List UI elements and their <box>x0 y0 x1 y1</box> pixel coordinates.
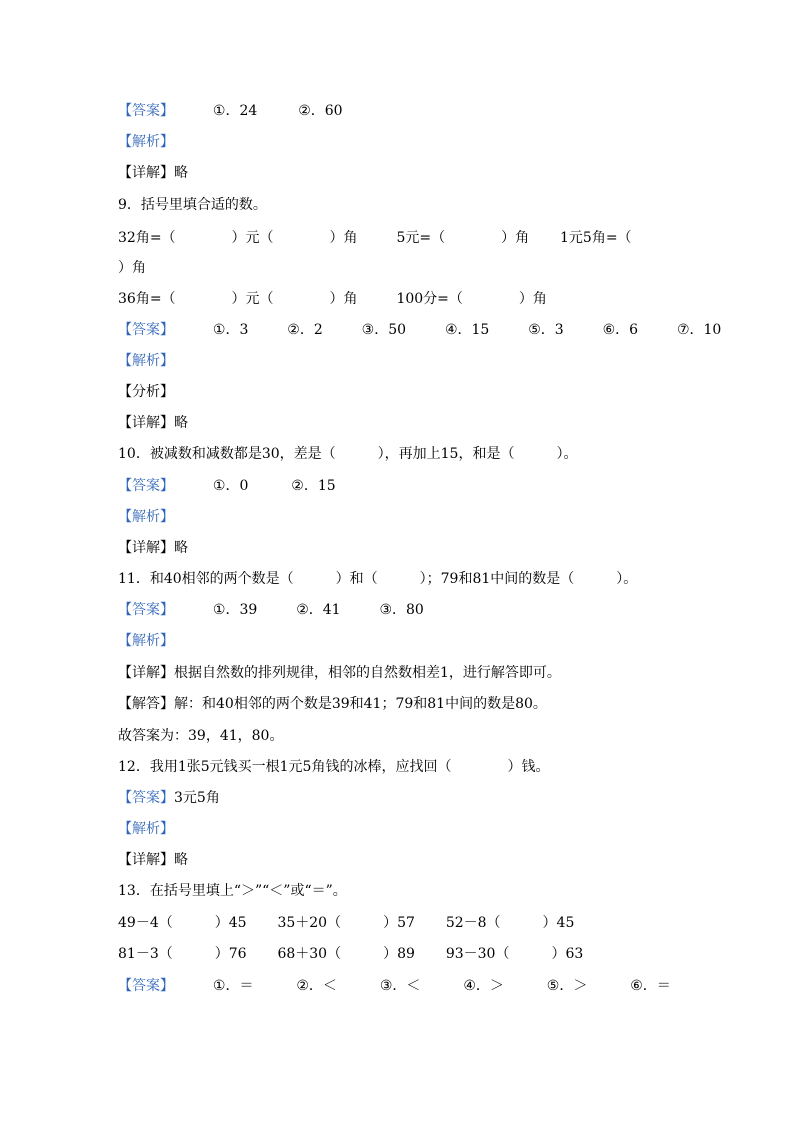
q13-row2 <box>118 944 583 964</box>
q9-detail-line <box>118 413 188 433</box>
q10-analysis-line <box>118 507 174 527</box>
detail-text: 略 <box>174 852 188 868</box>
q11-solution-line <box>118 694 547 714</box>
q9-row1-continued: ）角 <box>118 260 146 276</box>
answer-tag: 【答案】 <box>118 602 174 618</box>
answer-tag: 【答案】 <box>118 322 174 338</box>
answer-item: ②．60 <box>298 103 343 119</box>
q9-row2 <box>118 289 547 309</box>
q9-item: 5元=（ ）角 <box>396 230 530 246</box>
q13-item: 93－30（ ）63 <box>445 946 584 962</box>
answer-item: ①．39 <box>212 602 258 618</box>
q11-analysis-line <box>118 631 174 651</box>
q9-question: 9．括号里填合适的数。 <box>118 197 267 213</box>
q13-question: 13．在括号里填上“＞”“＜”或“＝”。 <box>118 883 347 899</box>
detail-text: 根据自然数的排列规律，相邻的自然数相差1，进行解答即可。 <box>174 665 561 681</box>
q9-item: 100分=（ ）角 <box>396 291 547 307</box>
q10-question: 10．被减数和减数都是30，差是（ ），再加上15，和是（ ）。 <box>118 446 578 462</box>
detail-text: 略 <box>174 540 188 556</box>
answer-item: ④．15 <box>444 322 490 338</box>
q13-item: 68＋30（ ）89 <box>277 946 415 962</box>
detail-tag: 【详解】 <box>118 415 174 431</box>
answer-item: ①．3 <box>212 322 249 338</box>
detail-tag: 【详解】 <box>118 852 174 868</box>
q12-analysis-line <box>118 819 174 839</box>
q10-detail-line <box>118 538 188 558</box>
q12-detail-line <box>118 850 188 870</box>
analysis-tag: 【解析】 <box>118 509 174 525</box>
q11-detail-line <box>118 663 561 683</box>
q13-item: 49－4（ ）45 <box>118 915 247 931</box>
q8-analysis-line <box>118 132 174 152</box>
q11-answer-line <box>118 600 424 620</box>
q11-question: 11．和40相邻的两个数是（ ）和（ ）；79和81中间的数是（ ）。 <box>118 571 638 587</box>
q9-row1 <box>118 228 632 248</box>
answer-item: ⑤．＞ <box>546 978 588 994</box>
q9-analysis-line <box>118 351 174 371</box>
fenxi-tag: 【分析】 <box>118 384 174 400</box>
detail-text: 略 <box>174 165 188 181</box>
q8-answer-line <box>118 101 343 121</box>
analysis-tag: 【解析】 <box>118 633 174 649</box>
answer-item: ④．＞ <box>463 978 504 994</box>
q13-item: 35＋20（ ）57 <box>277 915 415 931</box>
detail-tag: 【详解】 <box>118 165 174 181</box>
answer-tag: 【答案】 <box>118 103 174 119</box>
analysis-tag: 【解析】 <box>118 821 174 837</box>
detail-tag: 【详解】 <box>118 540 174 556</box>
detail-text: 略 <box>174 415 188 431</box>
answer-item: ⑥．＝ <box>630 978 671 994</box>
answer-tag: 【答案】 <box>118 478 174 494</box>
q9-item: 1元5角=（ <box>560 230 632 246</box>
q12-question: 12．我用1张5元钱买一根1元5角钱的冰棒，应找回（ ）钱。 <box>118 759 550 775</box>
q12-answer-line <box>118 788 220 808</box>
answer-item: ⑥．6 <box>602 322 639 338</box>
q13-row1 <box>118 913 574 933</box>
q9-answer-line <box>118 320 721 340</box>
q13-answer-line <box>118 976 671 996</box>
answer-item: ①．＝ <box>212 978 254 994</box>
solution-text: 解：和40相邻的两个数是39和41；79和81中间的数是80。 <box>174 696 547 712</box>
analysis-tag: 【解析】 <box>118 353 174 369</box>
answer-item: ②．＜ <box>296 978 337 994</box>
q13-item: 52－8（ ）45 <box>445 915 575 931</box>
answer-item: ③．80 <box>379 602 424 618</box>
q13-item: 81－3（ ）76 <box>118 946 247 962</box>
q9-item: 36角=（ ）元（ ）角 <box>118 291 358 307</box>
answer-item: ①．0 <box>212 478 249 494</box>
answer-item: ①．24 <box>212 103 258 119</box>
answer-item: ⑤．3 <box>528 322 564 338</box>
answer-item: ②．41 <box>296 602 341 618</box>
detail-tag: 【详解】 <box>118 665 174 681</box>
answer-item: ③．＜ <box>379 978 421 994</box>
answer-item: ③．50 <box>361 322 407 338</box>
q9-fenxi-line <box>118 382 174 402</box>
answer-item: ②．2 <box>287 322 323 338</box>
answer-item: ⑦．10 <box>676 322 722 338</box>
solution-tag: 【解答】 <box>118 696 174 712</box>
answer-text: 3元5角 <box>174 790 220 806</box>
answer-item: ②．15 <box>291 478 336 494</box>
answer-tag: 【答案】 <box>118 978 174 994</box>
q11-conclusion: 故答案为：39，41，80。 <box>118 728 284 744</box>
analysis-tag: 【解析】 <box>118 134 174 150</box>
q8-detail-line <box>118 163 188 183</box>
q9-item: 32角=（ ）元（ ）角 <box>118 230 358 246</box>
answer-tag: 【答案】 <box>118 790 174 806</box>
q10-answer-line <box>118 476 336 496</box>
